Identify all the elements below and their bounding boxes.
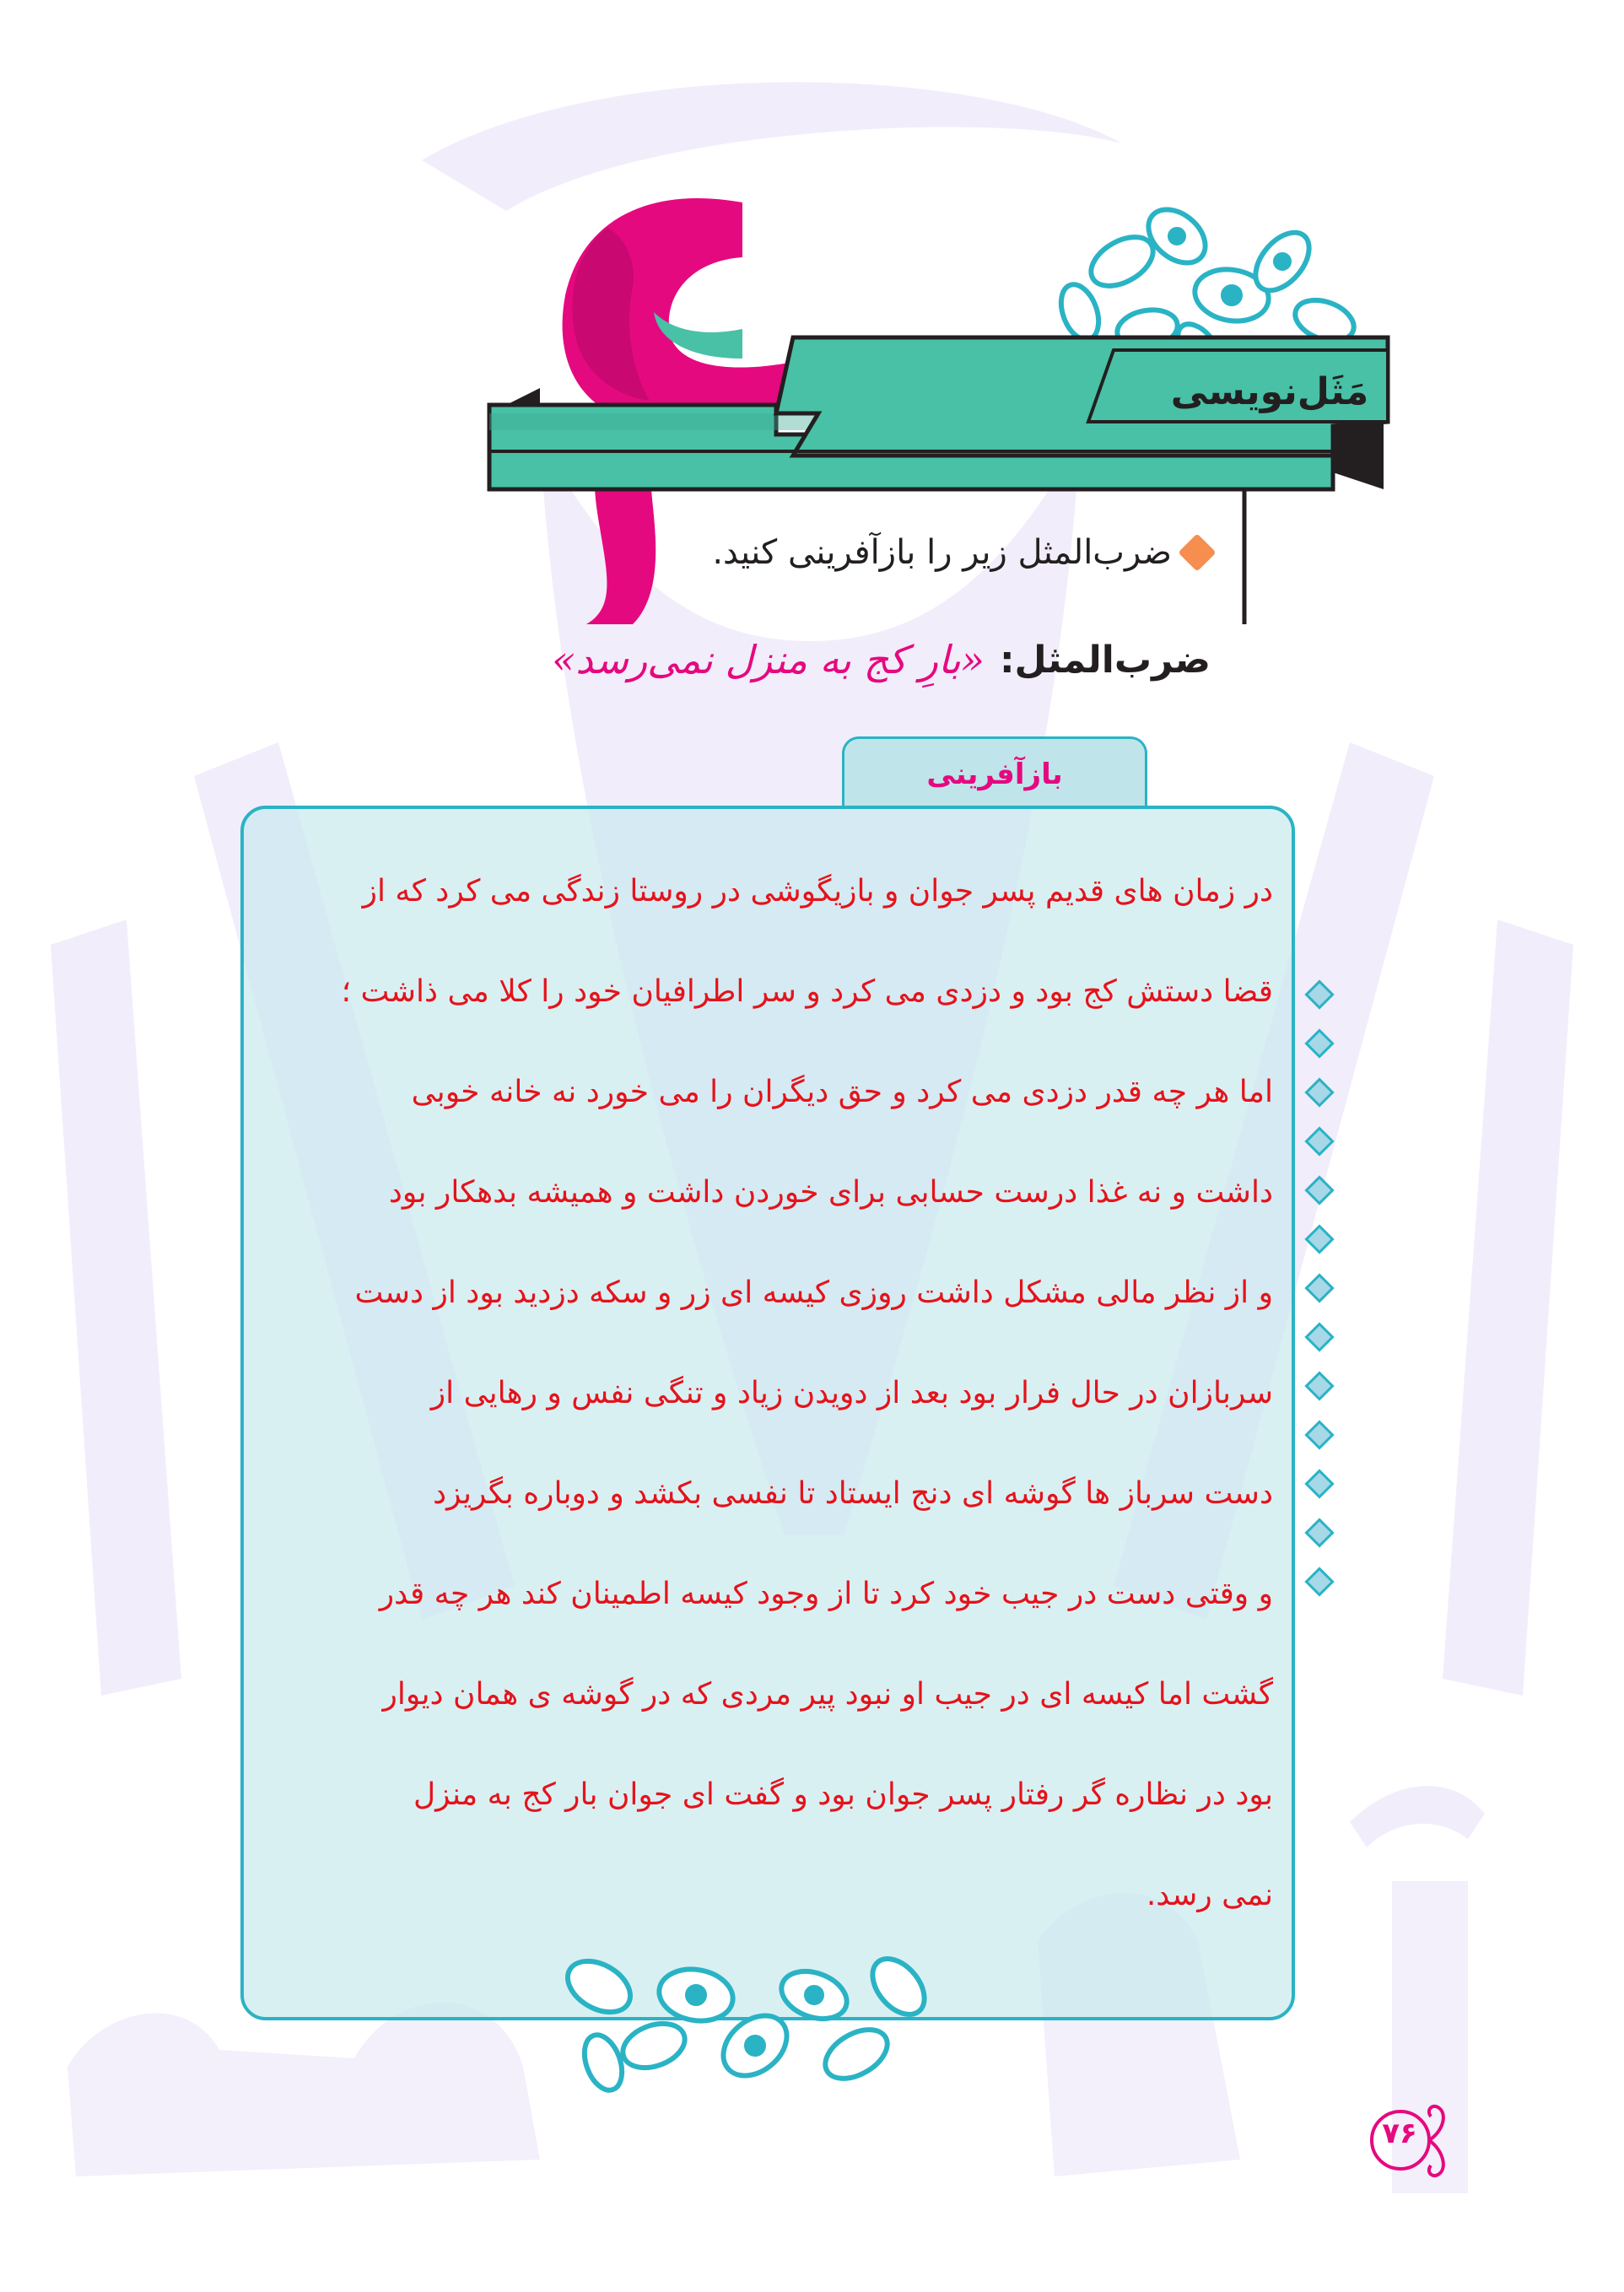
diamond-bullet-icon — [1178, 533, 1216, 571]
proverb-text: «بارِ کج به منزل نمی‌رسد» — [552, 637, 985, 682]
answer-line: داشت و نه غذا درست حسابی برای خوردن داشت و همیشه بدهکار بود — [388, 1175, 1273, 1210]
flower-cluster-icon — [553, 1936, 941, 2105]
answer-tab — [842, 736, 1147, 809]
answer-line: گشت اما کیسه ای در جیب او نبود پیر مردی که در گوشه ی همان دیوار — [382, 1677, 1273, 1712]
answer-line: و وقتی دست در جیب خود کرد تا از وجود کیسه اطمینان کند هر چه قدر — [379, 1577, 1273, 1611]
instruction-line — [712, 533, 1211, 572]
proverb-label: ضرب‌المثل: — [999, 638, 1211, 682]
answer-box — [240, 806, 1295, 2020]
answer-line: نمی رسد. — [1146, 1878, 1273, 1912]
side-diamond-icon — [1303, 979, 1337, 1620]
answer-line: در زمان های قدیم پسر جوان و بازیگوشی در روستا زندگی می کرد که از — [362, 874, 1273, 909]
instruction-text: ضرب‌المثل زیر را بازآفرینی کنید. — [712, 533, 1172, 572]
proverb-line — [552, 637, 1211, 682]
answer-line: اما هر چه قدر دزدی می کرد و حق دیگران را می خورد نه خانه خوبی — [411, 1075, 1273, 1109]
answer-line: سربازان در حال فرار بود بعد از دویدن زیاد و تنگی نفس و رهایی از — [430, 1376, 1273, 1410]
answer-line: بود در نظاره گر رفتار پسر جوان بود و گفت ای جوان بار کج به منزل — [413, 1777, 1273, 1812]
answer-line: قضا دستش کج بود و دزدی می کرد و سر اطرافیان خود را کلا می ذاشت ؛ — [341, 974, 1273, 1009]
answer-text — [273, 841, 1273, 1945]
answer-tab-label: بازآفرینی — [926, 757, 1063, 791]
lesson-title: مَثَل‌نویسی — [1170, 370, 1369, 413]
answer-line: دست سرباز ها گوشه ای دنج ایستاد تا نفسی بکشد و دوباره بگریزد — [433, 1476, 1273, 1511]
page-number: ۷۶ — [1382, 2117, 1417, 2150]
answer-line: و از نظر مالی مشکل داشت روزی کیسه ای زر و سکه دزدید بود از دست — [354, 1275, 1273, 1310]
page-number-badge — [1367, 2098, 1461, 2182]
